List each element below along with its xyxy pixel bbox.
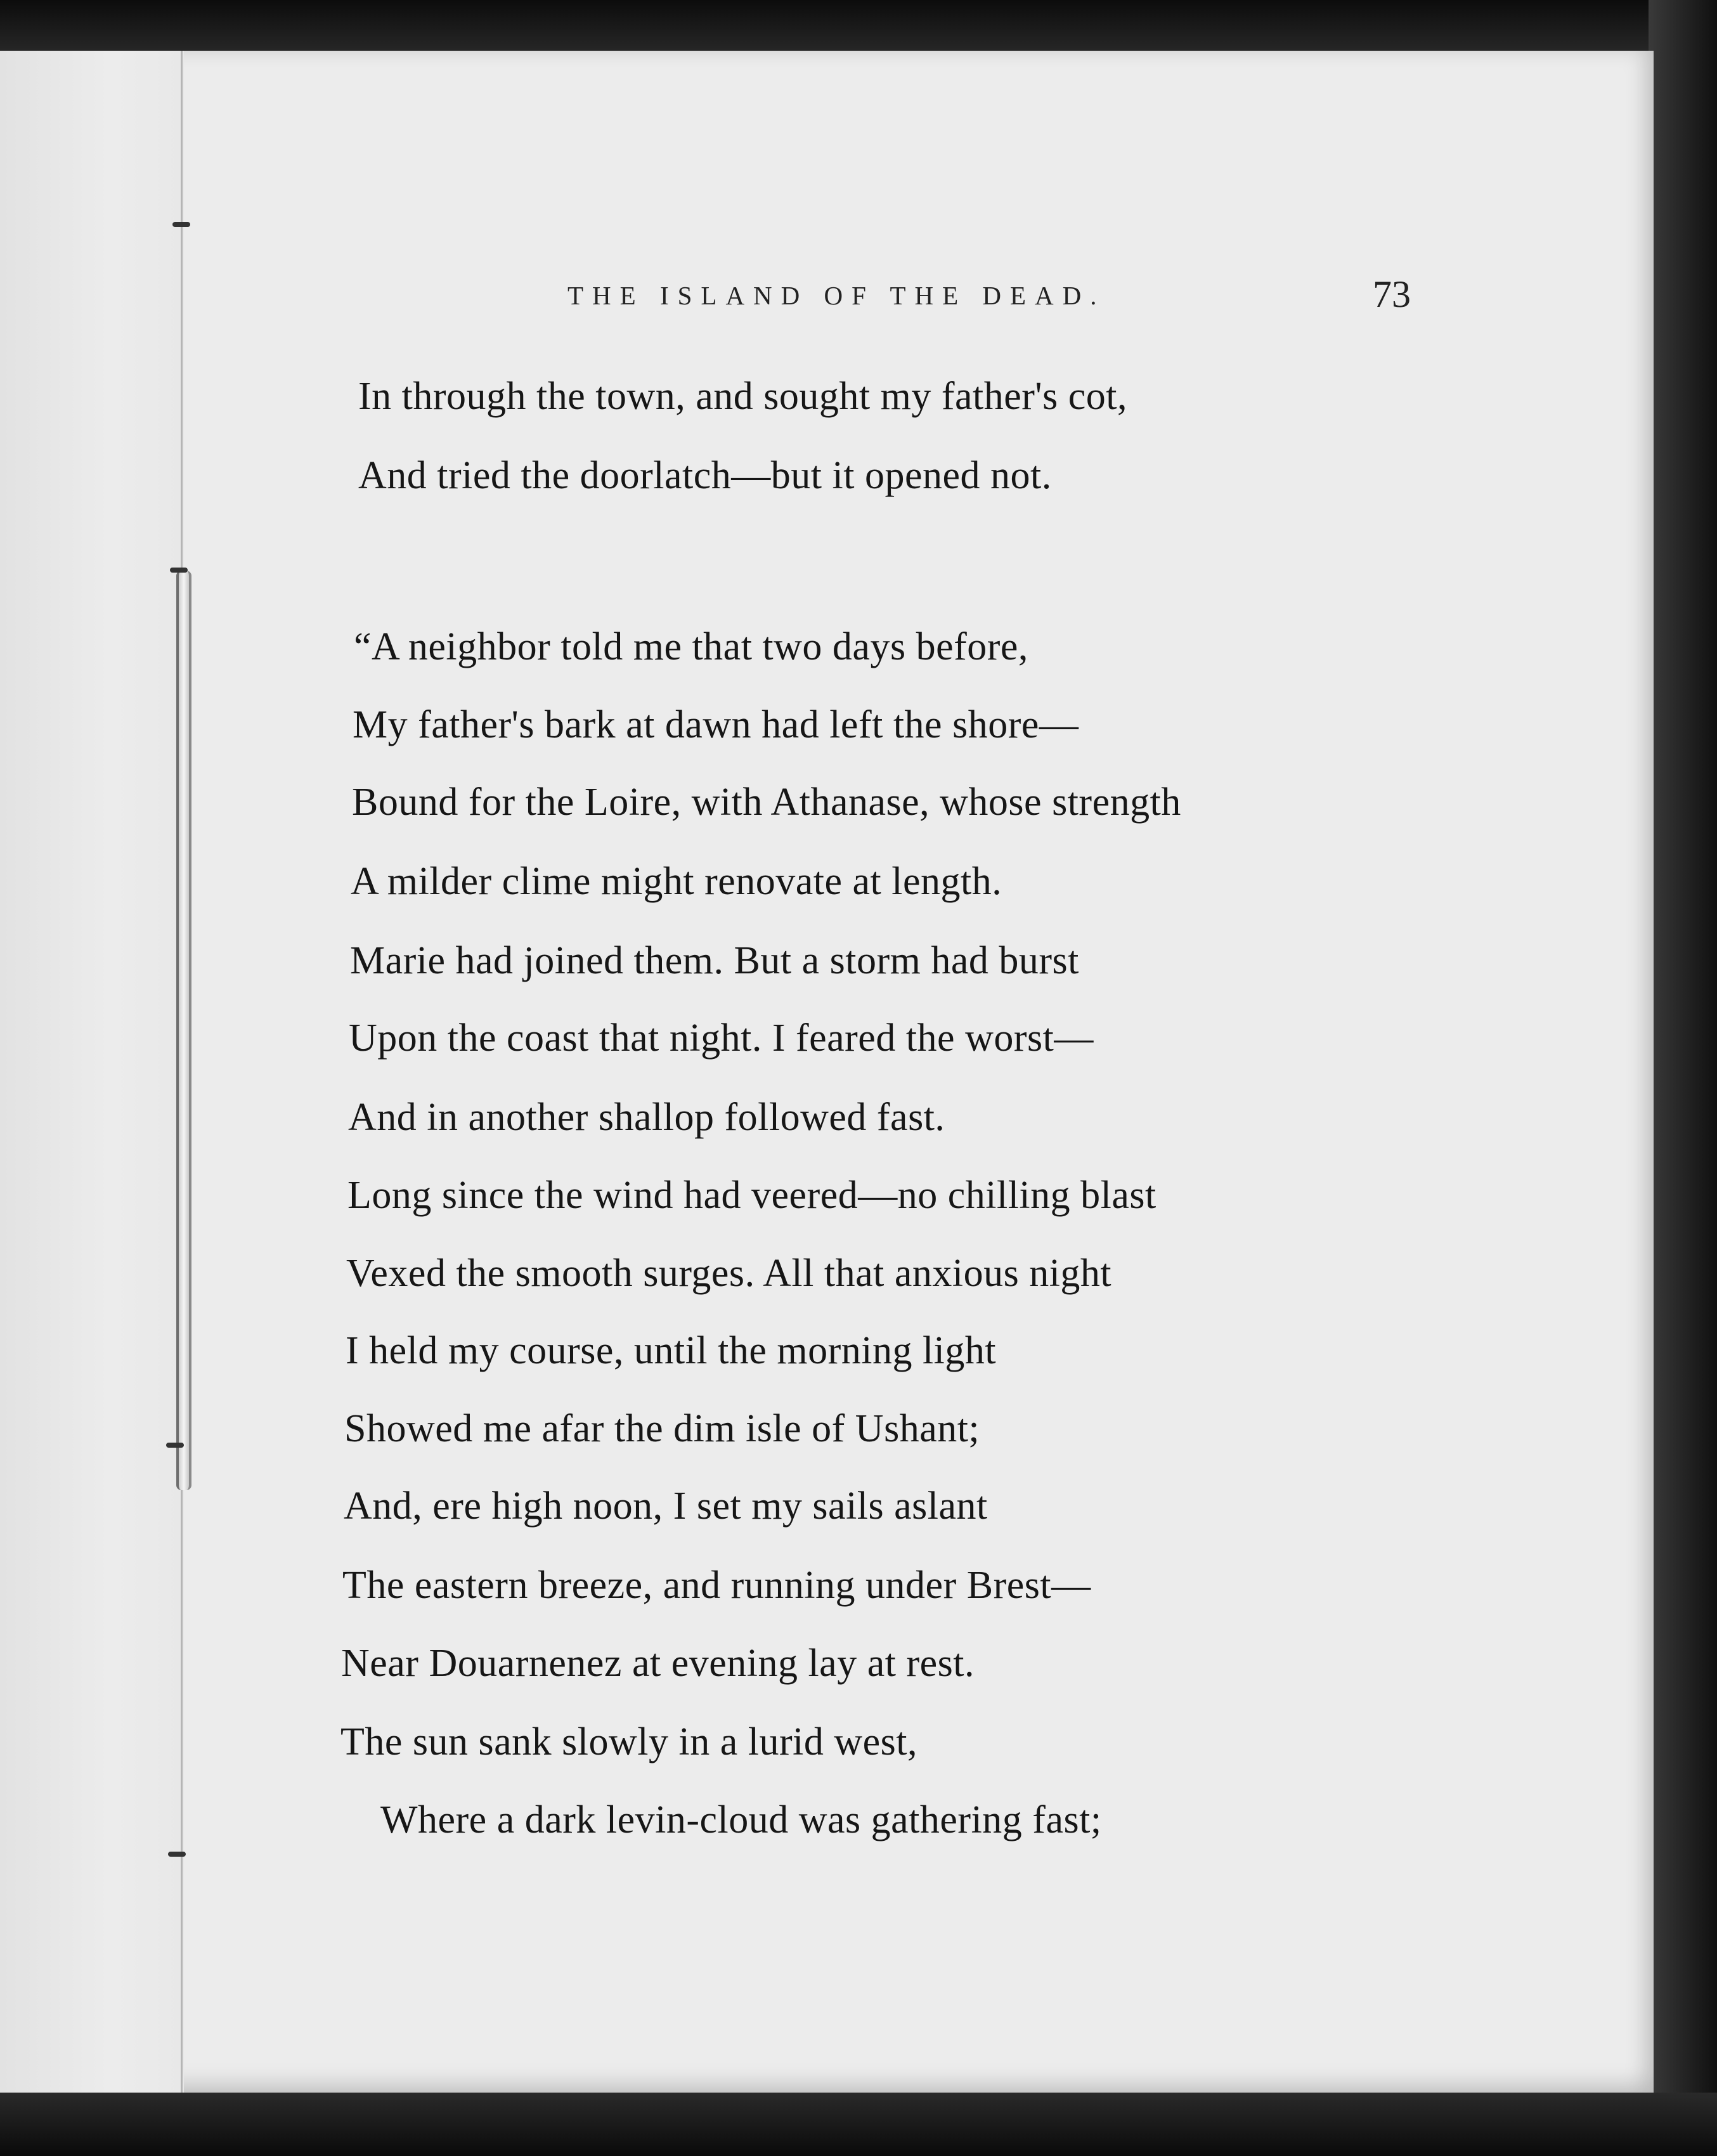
verse-line: Marie had joined them. But a storm had burst — [350, 939, 1079, 982]
running-head: THE ISLAND OF THE DEAD. — [567, 281, 1106, 310]
verse-line: “A neighbor told me that two days before, — [354, 625, 1028, 668]
binding-stitch — [166, 1443, 184, 1448]
verse-line: Where a dark levin-cloud was gathering fast; — [380, 1798, 1102, 1841]
verse-line: And, ere high noon, I set my sails aslant — [344, 1484, 988, 1528]
verse-line: The sun sank slowly in a lurid west, — [340, 1720, 918, 1763]
verse-line: Long since the wind had veered—no chilling blast — [347, 1174, 1157, 1217]
verse-line: Upon the coast that night. I feared the worst— — [349, 1016, 1094, 1060]
verse-line: Showed me afar the dim isle of Ushant; — [344, 1407, 980, 1450]
verse-line: My father's bark at dawn had left the shore— — [353, 703, 1079, 746]
verse-line: Bound for the Loire, with Athanase, whose strength — [352, 781, 1181, 824]
verse-line: Near Douarnenez at evening lay at rest. — [341, 1642, 975, 1685]
gutter-margin — [0, 51, 184, 2093]
verse-line: The eastern breeze, and running under Brest— — [342, 1564, 1091, 1607]
verse-line: I held my course, until the morning light — [346, 1329, 997, 1372]
binding-stitch — [172, 222, 190, 227]
page-number: 73 — [1373, 273, 1411, 315]
right-book-edge — [1649, 0, 1717, 2156]
binding-stitch — [170, 568, 188, 573]
page-sheet — [0, 51, 1654, 2093]
binding-thread — [176, 571, 191, 1490]
verse-line: And tried the doorlatch—but it opened not. — [358, 454, 1052, 497]
verse-line: In through the town, and sought my father's cot, — [358, 375, 1127, 418]
verse-line: Vexed the smooth surges. All that anxious night — [346, 1252, 1112, 1295]
verse-line: And in another shallop followed fast. — [348, 1096, 945, 1139]
verse-line: A milder clime might renovate at length. — [351, 860, 1002, 903]
top-shadow-edge — [0, 0, 1717, 51]
bottom-shadow-edge — [0, 2093, 1717, 2156]
binding-stitch — [168, 1852, 186, 1857]
